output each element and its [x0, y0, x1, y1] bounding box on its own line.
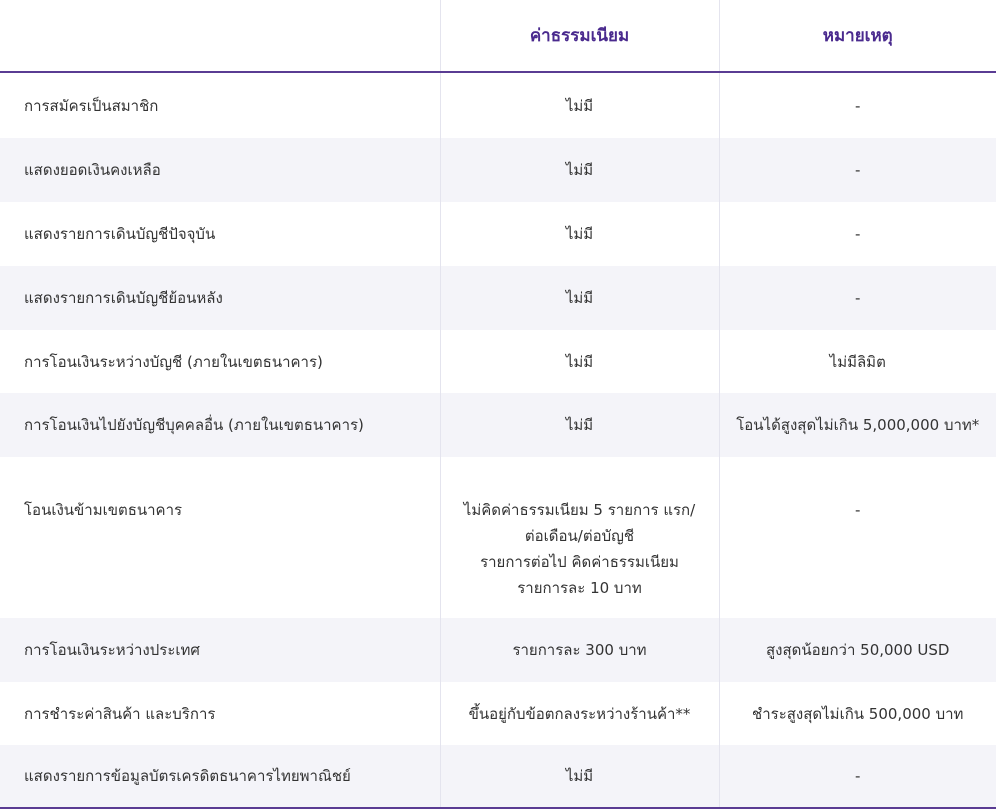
service-cell: โอนเงินข้ามเขตธนาคาร [24, 501, 183, 519]
fee-cell: ไม่มี [440, 330, 719, 393]
note-cell: - [719, 266, 996, 330]
table-row [0, 745, 996, 808]
fee-cell [440, 457, 719, 618]
fee-cell: ไม่มี [440, 266, 719, 330]
service-cell: การโอนเงินระหว่างประเทศ [0, 618, 440, 682]
service-cell: แสดงรายการเดินบัญชีปัจจุบัน [24, 225, 216, 243]
table-row [0, 457, 996, 618]
service-cell: การสมัครเป็นสมาชิก [24, 96, 159, 115]
fee-cell: ไม่มี [440, 138, 719, 202]
service-cell: การชำระค่าสินค้า และบริการ [24, 704, 216, 723]
header-note: หมายเหตุ [719, 0, 996, 72]
note-cell: - [719, 72, 996, 138]
service-cell: แสดงรายการข้อมูลบัตรเครดิตธนาคารไทยพาณิชย์ [0, 745, 440, 808]
fee-line: ต่อเดือน/ต่อบัญชี [524, 527, 635, 545]
note-cell: ไม่มีลิมิต [719, 330, 996, 393]
fee-cell: ขึ้นอยู่กับข้อตกลงระหว่างร้านค้า** [440, 682, 719, 745]
table-row [0, 618, 996, 682]
fee-cell: ไม่มี [440, 202, 719, 266]
table-row [0, 72, 996, 138]
fee-cell: ไม่มี [440, 72, 719, 138]
fee-cell: รายการละ 300 บาท [440, 618, 719, 682]
note-cell: โอนได้สูงสุดไม่เกิน 5,000,000 บาท* [719, 393, 996, 457]
service-cell: การโอนเงินไปยังบัญชีบุคคลอื่น (ภายในเขตธนาคาร) [0, 393, 440, 457]
table-row [0, 393, 996, 457]
table-row [0, 266, 996, 330]
header-fee: ค่าธรรมเนียม [440, 0, 719, 72]
note-cell: - [719, 457, 996, 618]
fee-line: ไม่คิดค่าธรรมเนียม 5 รายการ แรก/ [463, 501, 696, 519]
service-cell: แสดงยอดเงินคงเหลือ [0, 138, 440, 202]
table-header-row [0, 0, 996, 72]
fee-line: รายการละ 10 บาท [517, 579, 642, 597]
table-row [0, 138, 996, 202]
note-cell: สูงสุดน้อยกว่า 50,000 USD [719, 618, 996, 682]
table-row [0, 682, 996, 745]
note-cell: - [719, 745, 996, 808]
header-service [0, 0, 440, 72]
table-row [0, 202, 996, 266]
note-cell: ชำระสูงสุดไม่เกิน 500,000 บาท [719, 682, 996, 745]
note-cell: - [719, 138, 996, 202]
note-cell: - [719, 202, 996, 266]
service-cell: แสดงรายการเดินบัญชีย้อนหลัง [0, 266, 440, 330]
table-row [0, 330, 996, 393]
service-cell: การโอนเงินระหว่างบัญชี (ภายในเขตธนาคาร) [24, 352, 323, 371]
fee-line: รายการต่อไป คิดค่าธรรมเนียม [480, 553, 679, 571]
fee-cell: ไม่มี [440, 393, 719, 457]
fee-cell: ไม่มี [440, 745, 719, 808]
